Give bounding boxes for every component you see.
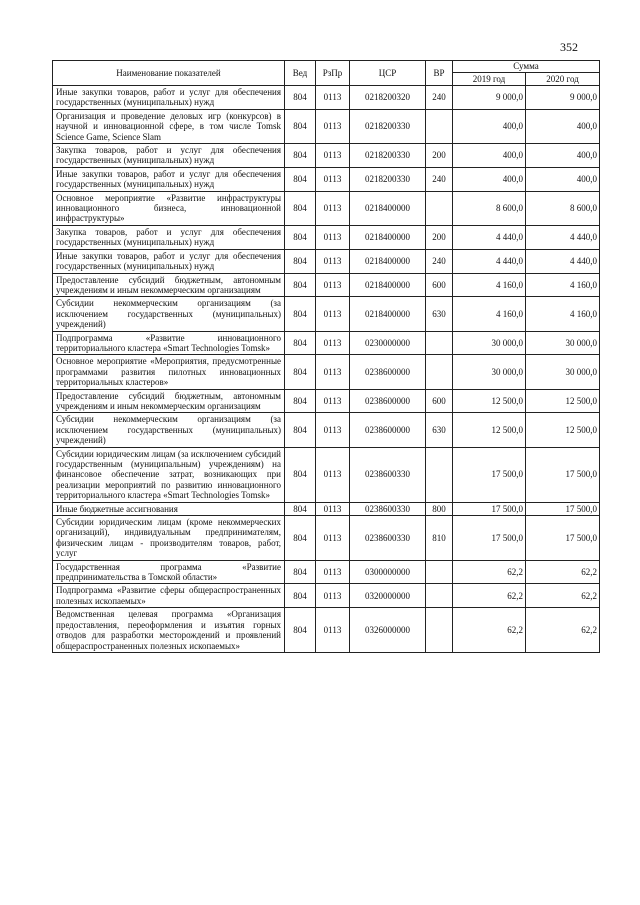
row-name: Иные закупки товаров, работ и услуг для обеспечения государственных (муниципальных) нужд bbox=[53, 167, 285, 191]
table-row bbox=[53, 249, 600, 273]
row-name: Иные закупки товаров, работ и услуг для обеспечения государственных (муниципальных) нужд bbox=[53, 86, 285, 110]
row-sum-2019: 62,2 bbox=[453, 560, 526, 584]
row-rzpr: 0113 bbox=[316, 502, 350, 515]
row-sum-2020: 30 000,0 bbox=[526, 355, 600, 389]
row-rzpr: 0113 bbox=[316, 584, 350, 608]
row-name: Субсидии некоммерческим организациям (за исключением государственных (муниципальных) учреждений) bbox=[53, 413, 285, 447]
row-csr: 0238600330 bbox=[350, 516, 426, 561]
table-row bbox=[53, 331, 600, 355]
row-ved: 804 bbox=[285, 191, 316, 225]
row-sum-2020: 400,0 bbox=[526, 109, 600, 143]
row-name: Предоставление субсидий бюджетным, автономным учреждениям и иным некоммерческим организациям bbox=[53, 389, 285, 413]
row-csr: 0238600330 bbox=[350, 502, 426, 515]
row-vr: 240 bbox=[426, 249, 453, 273]
table-row bbox=[53, 273, 600, 297]
table-row bbox=[53, 355, 600, 389]
row-name: Субсидии юридическим лицам (за исключением субсидий государственным (муниципальным) учреждениям) на финансовое обеспечение затрат, возникающих при реализации мероприятий по развитию инновационного территориального кластера «Smart Technologies Tomsk» bbox=[53, 447, 285, 502]
row-rzpr: 0113 bbox=[316, 144, 350, 168]
row-ved: 804 bbox=[285, 584, 316, 608]
row-csr: 0326000000 bbox=[350, 608, 426, 653]
row-name: Субсидии юридическим лицам (кроме некоммерческих организаций), индивидуальным предпринимателям, физическим лицам - производителям товаров, работ, услуг bbox=[53, 516, 285, 561]
row-csr: 0230000000 bbox=[350, 331, 426, 355]
row-name: Иные бюджетные ассигнования bbox=[53, 502, 285, 515]
row-rzpr: 0113 bbox=[316, 297, 350, 331]
row-rzpr: 0113 bbox=[316, 249, 350, 273]
row-vr: 630 bbox=[426, 413, 453, 447]
row-ved: 804 bbox=[285, 297, 316, 331]
row-name: Государственная программа «Развитие предпринимательства в Томской области» bbox=[53, 560, 285, 584]
row-sum-2020: 4 440,0 bbox=[526, 225, 600, 249]
row-ved: 804 bbox=[285, 516, 316, 561]
table-row bbox=[53, 447, 600, 502]
row-vr: 600 bbox=[426, 389, 453, 413]
header-year-2020: 2020 год bbox=[526, 73, 600, 86]
row-sum-2020: 62,2 bbox=[526, 584, 600, 608]
row-sum-2019: 8 600,0 bbox=[453, 191, 526, 225]
row-sum-2019: 4 160,0 bbox=[453, 273, 526, 297]
table-row bbox=[53, 191, 600, 225]
row-ved: 804 bbox=[285, 167, 316, 191]
row-name: Закупка товаров, работ и услуг для обеспечения государственных (муниципальных) нужд bbox=[53, 225, 285, 249]
row-vr bbox=[426, 447, 453, 502]
header-sum: Сумма bbox=[453, 61, 600, 73]
header-rzpr: РзПр bbox=[316, 61, 350, 86]
row-vr: 630 bbox=[426, 297, 453, 331]
row-sum-2019: 12 500,0 bbox=[453, 413, 526, 447]
row-ved: 804 bbox=[285, 560, 316, 584]
row-ved: 804 bbox=[285, 225, 316, 249]
row-csr: 0238600000 bbox=[350, 389, 426, 413]
row-csr: 0218400000 bbox=[350, 297, 426, 331]
row-sum-2020: 4 160,0 bbox=[526, 273, 600, 297]
row-ved: 804 bbox=[285, 109, 316, 143]
row-sum-2019: 4 440,0 bbox=[453, 249, 526, 273]
row-rzpr: 0113 bbox=[316, 331, 350, 355]
row-sum-2019: 4 160,0 bbox=[453, 297, 526, 331]
table-body bbox=[53, 86, 600, 653]
row-sum-2020: 17 500,0 bbox=[526, 516, 600, 561]
row-name: Субсидии некоммерческим организациям (за исключением государственных (муниципальных) учреждений) bbox=[53, 297, 285, 331]
row-vr bbox=[426, 355, 453, 389]
row-rzpr: 0113 bbox=[316, 109, 350, 143]
table-header bbox=[53, 61, 600, 86]
row-sum-2020: 12 500,0 bbox=[526, 413, 600, 447]
row-sum-2019: 9 000,0 bbox=[453, 86, 526, 110]
header-vr: ВР bbox=[426, 61, 453, 86]
table-row bbox=[53, 502, 600, 515]
row-rzpr: 0113 bbox=[316, 560, 350, 584]
row-name: Основное мероприятие «Мероприятия, предусмотренные программами развития пилотных инновационных территориальных кластеров» bbox=[53, 355, 285, 389]
row-vr bbox=[426, 191, 453, 225]
row-sum-2020: 400,0 bbox=[526, 144, 600, 168]
table-row bbox=[53, 109, 600, 143]
row-csr: 0218200320 bbox=[350, 86, 426, 110]
row-csr: 0238600330 bbox=[350, 447, 426, 502]
row-vr: 800 bbox=[426, 502, 453, 515]
row-name: Основное мероприятие «Развитие инфраструктуры инновационного бизнеса, инновационной инфраструктуры» bbox=[53, 191, 285, 225]
row-ved: 804 bbox=[285, 355, 316, 389]
row-sum-2020: 8 600,0 bbox=[526, 191, 600, 225]
table-row bbox=[53, 167, 600, 191]
table-row bbox=[53, 516, 600, 561]
row-sum-2020: 12 500,0 bbox=[526, 389, 600, 413]
row-csr: 0218200330 bbox=[350, 144, 426, 168]
row-vr: 810 bbox=[426, 516, 453, 561]
row-vr bbox=[426, 560, 453, 584]
row-name: Организация и проведение деловых игр (конкурсов) в научной и инновационной сфере, в том числе Tomsk Science Game, Science Slam bbox=[53, 109, 285, 143]
row-sum-2019: 12 500,0 bbox=[453, 389, 526, 413]
row-sum-2019: 17 500,0 bbox=[453, 516, 526, 561]
row-name: Ведомственная целевая программа «Организация предоставления, переоформления и изъятия горных отводов для разработки месторождений и проявлений общераспространенных полезных ископаемых» bbox=[53, 608, 285, 653]
row-ved: 804 bbox=[285, 144, 316, 168]
table-row bbox=[53, 584, 600, 608]
row-sum-2020: 17 500,0 bbox=[526, 447, 600, 502]
row-ved: 804 bbox=[285, 413, 316, 447]
row-rzpr: 0113 bbox=[316, 389, 350, 413]
row-vr: 200 bbox=[426, 225, 453, 249]
row-vr: 240 bbox=[426, 167, 453, 191]
row-rzpr: 0113 bbox=[316, 447, 350, 502]
row-csr: 0218200330 bbox=[350, 109, 426, 143]
row-name: Закупка товаров, работ и услуг для обеспечения государственных (муниципальных) нужд bbox=[53, 144, 285, 168]
row-sum-2020: 4 160,0 bbox=[526, 297, 600, 331]
budget-table bbox=[52, 60, 600, 653]
row-csr: 0238600000 bbox=[350, 355, 426, 389]
row-sum-2020: 62,2 bbox=[526, 608, 600, 653]
row-sum-2020: 62,2 bbox=[526, 560, 600, 584]
row-ved: 804 bbox=[285, 331, 316, 355]
table-row bbox=[53, 144, 600, 168]
row-vr: 240 bbox=[426, 86, 453, 110]
row-ved: 804 bbox=[285, 447, 316, 502]
row-csr: 0218400000 bbox=[350, 191, 426, 225]
row-name: Подпрограмма «Развитие сферы общераспространенных полезных ископаемых» bbox=[53, 584, 285, 608]
row-rzpr: 0113 bbox=[316, 86, 350, 110]
row-name: Подпрограмма «Развитие инновационного территориального кластера «Smart Technologies Tomsk» bbox=[53, 331, 285, 355]
row-name: Предоставление субсидий бюджетным, автономным учреждениям и иным некоммерческим организациям bbox=[53, 273, 285, 297]
row-rzpr: 0113 bbox=[316, 225, 350, 249]
row-sum-2019: 17 500,0 bbox=[453, 502, 526, 515]
table-row bbox=[53, 608, 600, 653]
row-csr: 0320000000 bbox=[350, 584, 426, 608]
header-name: Наименование показателей bbox=[53, 61, 285, 86]
table-row bbox=[53, 560, 600, 584]
row-sum-2020: 4 440,0 bbox=[526, 249, 600, 273]
row-rzpr: 0113 bbox=[316, 167, 350, 191]
row-sum-2019: 17 500,0 bbox=[453, 447, 526, 502]
table-row bbox=[53, 297, 600, 331]
row-csr: 0300000000 bbox=[350, 560, 426, 584]
page-number: 352 bbox=[560, 40, 578, 54]
row-csr: 0218200330 bbox=[350, 167, 426, 191]
row-sum-2020: 400,0 bbox=[526, 167, 600, 191]
row-csr: 0218400000 bbox=[350, 225, 426, 249]
row-csr: 0238600000 bbox=[350, 413, 426, 447]
row-rzpr: 0113 bbox=[316, 191, 350, 225]
row-sum-2020: 9 000,0 bbox=[526, 86, 600, 110]
row-vr: 600 bbox=[426, 273, 453, 297]
row-vr: 200 bbox=[426, 144, 453, 168]
row-sum-2019: 30 000,0 bbox=[453, 331, 526, 355]
row-sum-2019: 400,0 bbox=[453, 144, 526, 168]
header-csr: ЦСР bbox=[350, 61, 426, 86]
row-sum-2019: 62,2 bbox=[453, 608, 526, 653]
row-ved: 804 bbox=[285, 608, 316, 653]
row-sum-2019: 400,0 bbox=[453, 167, 526, 191]
row-rzpr: 0113 bbox=[316, 413, 350, 447]
table-row bbox=[53, 389, 600, 413]
row-csr: 0218400000 bbox=[350, 249, 426, 273]
row-rzpr: 0113 bbox=[316, 608, 350, 653]
row-sum-2020: 17 500,0 bbox=[526, 502, 600, 515]
table-row bbox=[53, 413, 600, 447]
row-ved: 804 bbox=[285, 389, 316, 413]
row-sum-2020: 30 000,0 bbox=[526, 331, 600, 355]
row-rzpr: 0113 bbox=[316, 273, 350, 297]
row-rzpr: 0113 bbox=[316, 516, 350, 561]
row-csr: 0218400000 bbox=[350, 273, 426, 297]
row-ved: 804 bbox=[285, 86, 316, 110]
row-sum-2019: 30 000,0 bbox=[453, 355, 526, 389]
row-ved: 804 bbox=[285, 273, 316, 297]
header-year-2019: 2019 год bbox=[453, 73, 526, 86]
header-ved: Вед bbox=[285, 61, 316, 86]
row-rzpr: 0113 bbox=[316, 355, 350, 389]
row-ved: 804 bbox=[285, 502, 316, 515]
row-sum-2019: 400,0 bbox=[453, 109, 526, 143]
row-ved: 804 bbox=[285, 249, 316, 273]
row-vr bbox=[426, 109, 453, 143]
row-sum-2019: 4 440,0 bbox=[453, 225, 526, 249]
table-row bbox=[53, 225, 600, 249]
row-name: Иные закупки товаров, работ и услуг для обеспечения государственных (муниципальных) нужд bbox=[53, 249, 285, 273]
row-vr bbox=[426, 584, 453, 608]
row-vr bbox=[426, 331, 453, 355]
row-sum-2019: 62,2 bbox=[453, 584, 526, 608]
row-vr bbox=[426, 608, 453, 653]
table-row bbox=[53, 86, 600, 110]
